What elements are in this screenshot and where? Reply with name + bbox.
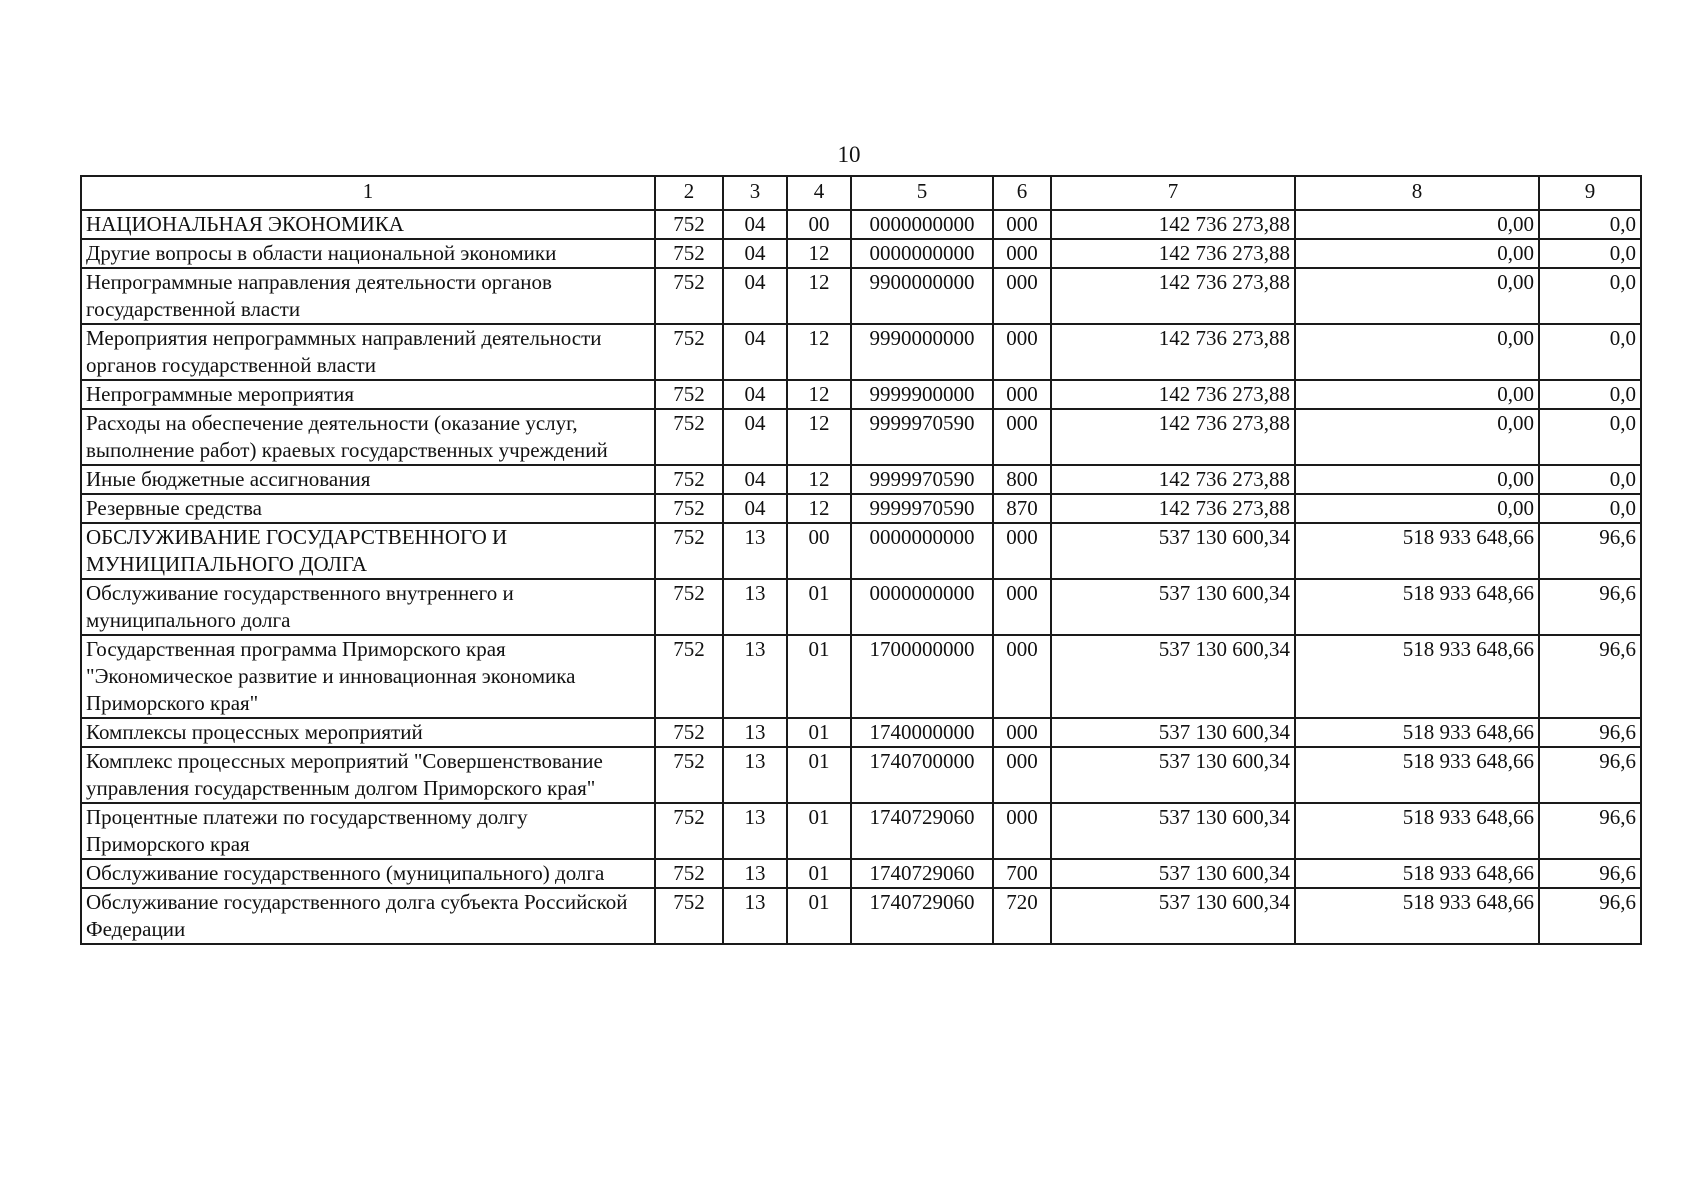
value-7-cell: 537 130 600,34 [1051, 888, 1295, 944]
code-3-cell: 04 [723, 268, 787, 324]
percent-9-cell: 0,0 [1539, 380, 1641, 409]
table-row [81, 635, 1641, 718]
percent-9-cell: 0,0 [1539, 210, 1641, 239]
value-7-cell: 537 130 600,34 [1051, 747, 1295, 803]
code-5-cell: 0000000000 [851, 579, 993, 635]
code-3-cell: 04 [723, 409, 787, 465]
table-row [81, 268, 1641, 324]
code-2-cell: 752 [655, 239, 723, 268]
value-8-cell: 0,00 [1295, 409, 1539, 465]
item-name-cell: Непрограммные мероприятия [81, 380, 655, 409]
code-6-cell: 720 [993, 888, 1051, 944]
code-2-cell: 752 [655, 324, 723, 380]
code-5-cell: 9900000000 [851, 268, 993, 324]
value-8-cell: 0,00 [1295, 494, 1539, 523]
item-name-cell: Комплексы процессных мероприятий [81, 718, 655, 747]
code-5-cell: 9999900000 [851, 380, 993, 409]
column-header-7: 7 [1051, 176, 1295, 210]
column-header-6: 6 [993, 176, 1051, 210]
code-2-cell: 752 [655, 803, 723, 859]
code-5-cell: 1740729060 [851, 859, 993, 888]
code-3-cell: 04 [723, 494, 787, 523]
code-4-cell: 01 [787, 579, 851, 635]
code-4-cell: 12 [787, 409, 851, 465]
table-row [81, 324, 1641, 380]
table-row [81, 718, 1641, 747]
value-7-cell: 142 736 273,88 [1051, 465, 1295, 494]
code-4-cell: 12 [787, 324, 851, 380]
code-3-cell: 13 [723, 579, 787, 635]
value-8-cell: 518 933 648,66 [1295, 523, 1539, 579]
code-2-cell: 752 [655, 523, 723, 579]
item-name-cell: Обслуживание государственного (муниципального) долга [81, 859, 655, 888]
item-name-cell: Комплекс процессных мероприятий "Совершенствование управления государственным долгом Приморского края" [81, 747, 655, 803]
table-row [81, 803, 1641, 859]
percent-9-cell: 96,6 [1539, 523, 1641, 579]
budget-table [80, 175, 1642, 945]
code-5-cell: 1740000000 [851, 718, 993, 747]
percent-9-cell: 96,6 [1539, 718, 1641, 747]
value-8-cell: 518 933 648,66 [1295, 803, 1539, 859]
value-7-cell: 142 736 273,88 [1051, 324, 1295, 380]
percent-9-cell: 0,0 [1539, 409, 1641, 465]
code-3-cell: 04 [723, 465, 787, 494]
code-2-cell: 752 [655, 409, 723, 465]
value-8-cell: 518 933 648,66 [1295, 888, 1539, 944]
code-4-cell: 01 [787, 803, 851, 859]
percent-9-cell: 96,6 [1539, 747, 1641, 803]
item-name-cell: Обслуживание государственного долга субъекта Российской Федерации [81, 888, 655, 944]
table-row [81, 380, 1641, 409]
code-5-cell: 9999970590 [851, 494, 993, 523]
code-2-cell: 752 [655, 380, 723, 409]
table-row [81, 409, 1641, 465]
code-5-cell: 0000000000 [851, 239, 993, 268]
item-name-cell: ОБСЛУЖИВАНИЕ ГОСУДАРСТВЕННОГО И МУНИЦИПАЛЬНОГО ДОЛГА [81, 523, 655, 579]
column-header-2: 2 [655, 176, 723, 210]
value-7-cell: 537 130 600,34 [1051, 579, 1295, 635]
code-6-cell: 000 [993, 409, 1051, 465]
value-8-cell: 518 933 648,66 [1295, 718, 1539, 747]
percent-9-cell: 0,0 [1539, 268, 1641, 324]
code-6-cell: 700 [993, 859, 1051, 888]
table-row [81, 210, 1641, 239]
code-6-cell: 000 [993, 523, 1051, 579]
code-3-cell: 04 [723, 380, 787, 409]
code-6-cell: 870 [993, 494, 1051, 523]
code-4-cell: 01 [787, 635, 851, 718]
column-header-5: 5 [851, 176, 993, 210]
code-6-cell: 000 [993, 579, 1051, 635]
code-5-cell: 0000000000 [851, 210, 993, 239]
item-name-cell: Иные бюджетные ассигнования [81, 465, 655, 494]
table-row [81, 579, 1641, 635]
code-6-cell: 000 [993, 803, 1051, 859]
code-4-cell: 01 [787, 859, 851, 888]
code-6-cell: 000 [993, 210, 1051, 239]
table-row [81, 747, 1641, 803]
code-6-cell: 000 [993, 635, 1051, 718]
code-4-cell: 12 [787, 380, 851, 409]
value-7-cell: 142 736 273,88 [1051, 409, 1295, 465]
item-name-cell: Мероприятия непрограммных направлений деятельности органов государственной власти [81, 324, 655, 380]
code-6-cell: 000 [993, 718, 1051, 747]
code-3-cell: 13 [723, 803, 787, 859]
percent-9-cell: 0,0 [1539, 465, 1641, 494]
value-8-cell: 0,00 [1295, 239, 1539, 268]
header-row [81, 176, 1641, 210]
item-name-cell: Процентные платежи по государственному долгу Приморского края [81, 803, 655, 859]
percent-9-cell: 0,0 [1539, 324, 1641, 380]
value-7-cell: 142 736 273,88 [1051, 268, 1295, 324]
code-2-cell: 752 [655, 635, 723, 718]
value-7-cell: 537 130 600,34 [1051, 635, 1295, 718]
code-5-cell: 1740700000 [851, 747, 993, 803]
code-5-cell: 9990000000 [851, 324, 993, 380]
value-8-cell: 518 933 648,66 [1295, 635, 1539, 718]
percent-9-cell: 96,6 [1539, 803, 1641, 859]
code-2-cell: 752 [655, 210, 723, 239]
value-7-cell: 142 736 273,88 [1051, 239, 1295, 268]
percent-9-cell: 0,0 [1539, 239, 1641, 268]
table-row [81, 494, 1641, 523]
code-5-cell: 9999970590 [851, 465, 993, 494]
percent-9-cell: 96,6 [1539, 635, 1641, 718]
percent-9-cell: 96,6 [1539, 888, 1641, 944]
value-8-cell: 518 933 648,66 [1295, 579, 1539, 635]
code-2-cell: 752 [655, 859, 723, 888]
code-4-cell: 12 [787, 494, 851, 523]
percent-9-cell: 96,6 [1539, 579, 1641, 635]
value-7-cell: 142 736 273,88 [1051, 210, 1295, 239]
code-2-cell: 752 [655, 268, 723, 324]
code-2-cell: 752 [655, 747, 723, 803]
item-name-cell: Резервные средства [81, 494, 655, 523]
item-name-cell: НАЦИОНАЛЬНАЯ ЭКОНОМИКА [81, 210, 655, 239]
code-6-cell: 000 [993, 747, 1051, 803]
table-row [81, 465, 1641, 494]
code-5-cell: 1740729060 [851, 803, 993, 859]
column-header-8: 8 [1295, 176, 1539, 210]
code-3-cell: 13 [723, 635, 787, 718]
code-4-cell: 00 [787, 523, 851, 579]
value-8-cell: 0,00 [1295, 324, 1539, 380]
value-7-cell: 142 736 273,88 [1051, 380, 1295, 409]
item-name-cell: Обслуживание государственного внутреннего и муниципального долга [81, 579, 655, 635]
code-4-cell: 12 [787, 465, 851, 494]
column-header-4: 4 [787, 176, 851, 210]
item-name-cell: Другие вопросы в области национальной экономики [81, 239, 655, 268]
code-6-cell: 000 [993, 268, 1051, 324]
percent-9-cell: 96,6 [1539, 859, 1641, 888]
code-4-cell: 01 [787, 718, 851, 747]
code-5-cell: 1700000000 [851, 635, 993, 718]
code-2-cell: 752 [655, 579, 723, 635]
table-body [81, 210, 1641, 944]
code-3-cell: 04 [723, 324, 787, 380]
value-8-cell: 518 933 648,66 [1295, 859, 1539, 888]
code-3-cell: 13 [723, 523, 787, 579]
value-7-cell: 537 130 600,34 [1051, 523, 1295, 579]
code-6-cell: 000 [993, 324, 1051, 380]
code-3-cell: 13 [723, 747, 787, 803]
code-6-cell: 800 [993, 465, 1051, 494]
code-4-cell: 00 [787, 210, 851, 239]
item-name-cell: Расходы на обеспечение деятельности (оказание услуг, выполнение работ) краевых государственных учреждений [81, 409, 655, 465]
code-3-cell: 13 [723, 718, 787, 747]
code-4-cell: 12 [787, 268, 851, 324]
code-4-cell: 12 [787, 239, 851, 268]
code-4-cell: 01 [787, 888, 851, 944]
value-8-cell: 0,00 [1295, 210, 1539, 239]
code-6-cell: 000 [993, 239, 1051, 268]
code-3-cell: 04 [723, 239, 787, 268]
code-2-cell: 752 [655, 888, 723, 944]
value-7-cell: 537 130 600,34 [1051, 718, 1295, 747]
value-8-cell: 0,00 [1295, 268, 1539, 324]
table-row [81, 239, 1641, 268]
code-4-cell: 01 [787, 747, 851, 803]
code-3-cell: 13 [723, 888, 787, 944]
page-number: 10 [837, 142, 861, 167]
value-8-cell: 0,00 [1295, 465, 1539, 494]
code-3-cell: 13 [723, 859, 787, 888]
column-header-3: 3 [723, 176, 787, 210]
code-2-cell: 752 [655, 718, 723, 747]
item-name-cell: Непрограммные направления деятельности органов государственной власти [81, 268, 655, 324]
value-7-cell: 142 736 273,88 [1051, 494, 1295, 523]
code-5-cell: 0000000000 [851, 523, 993, 579]
table-row [81, 888, 1641, 944]
value-7-cell: 537 130 600,34 [1051, 859, 1295, 888]
item-name-cell: Государственная программа Приморского края "Экономическое развитие и инновационная экономика Приморского края" [81, 635, 655, 718]
column-header-9: 9 [1539, 176, 1641, 210]
code-3-cell: 04 [723, 210, 787, 239]
table-row [81, 523, 1641, 579]
code-2-cell: 752 [655, 465, 723, 494]
value-8-cell: 518 933 648,66 [1295, 747, 1539, 803]
value-7-cell: 537 130 600,34 [1051, 803, 1295, 859]
table-row [81, 859, 1641, 888]
percent-9-cell: 0,0 [1539, 494, 1641, 523]
code-5-cell: 9999970590 [851, 409, 993, 465]
column-header-1: 1 [81, 176, 655, 210]
value-8-cell: 0,00 [1295, 380, 1539, 409]
code-6-cell: 000 [993, 380, 1051, 409]
code-2-cell: 752 [655, 494, 723, 523]
code-5-cell: 1740729060 [851, 888, 993, 944]
